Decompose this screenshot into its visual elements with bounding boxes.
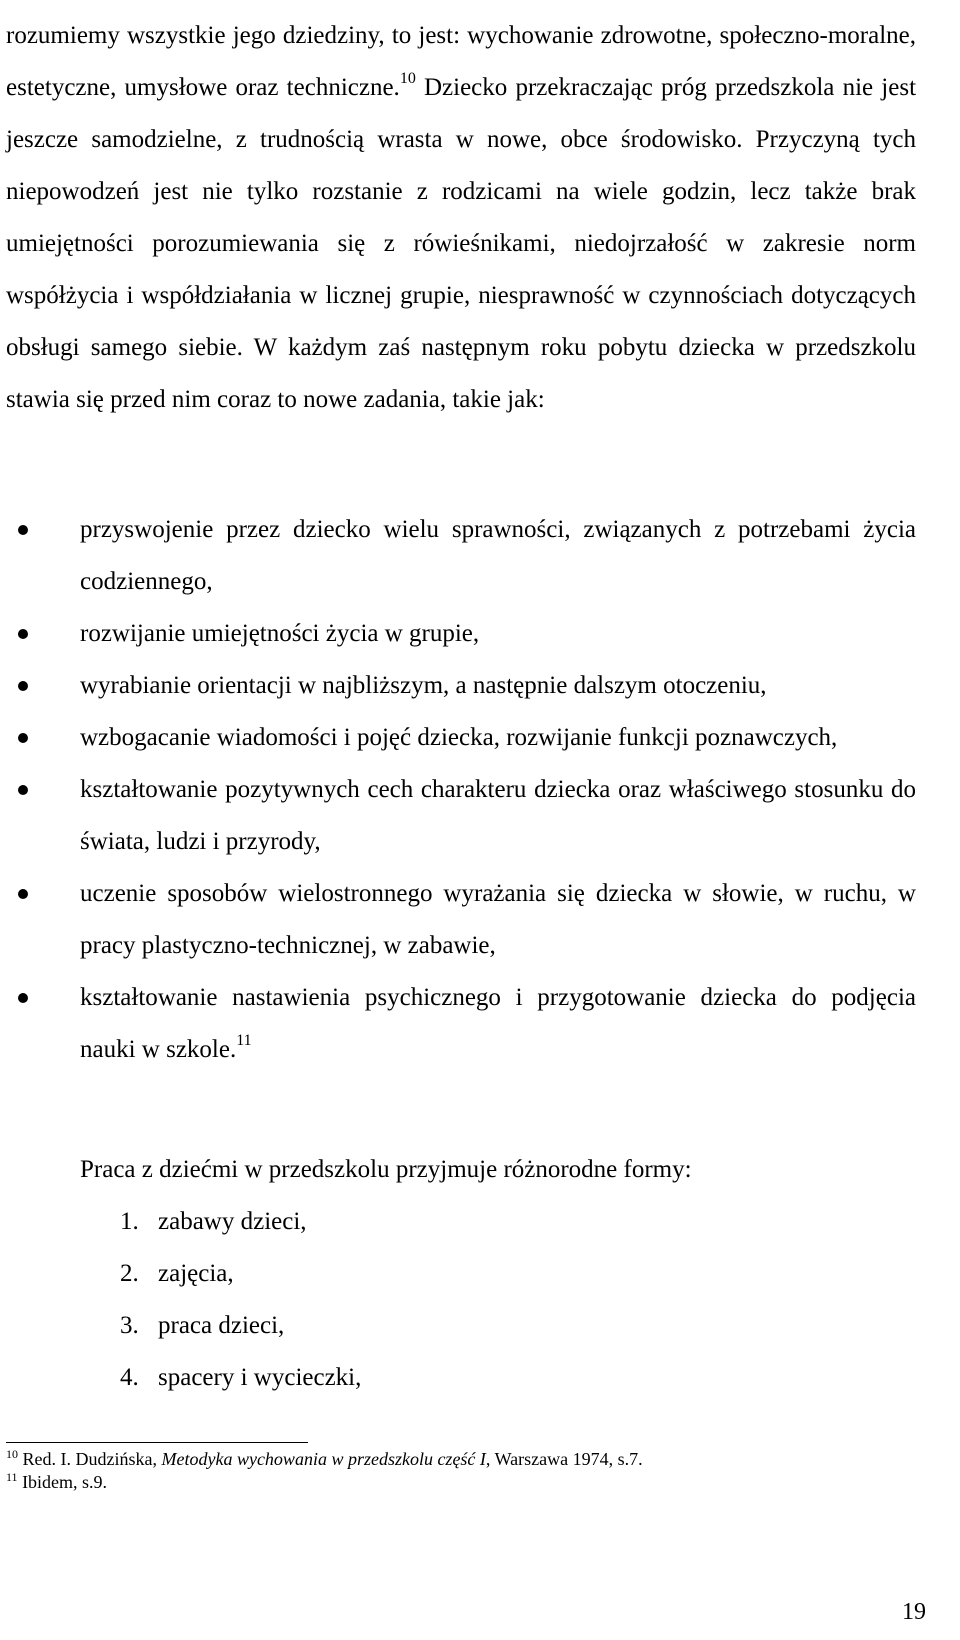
list-item: 3. praca dzieci, — [120, 1312, 285, 1339]
list-item: uczenie sposobów wielostronnego wyrażania się dziecka w słowie, w ruchu, w pracy plastyczno-technicznej, w zabawie, — [6, 868, 916, 972]
page-number: 19 — [902, 1599, 926, 1625]
bullet-icon — [18, 525, 28, 535]
list-item: 2. zajęcia, — [120, 1260, 234, 1287]
list-item: rozwijanie umiejętności życia w grupie, — [6, 608, 916, 660]
forms-list — [120, 1196, 361, 1404]
bullet-icon — [18, 733, 28, 743]
body-paragraph — [6, 10, 916, 426]
cited-title: Metodyka wychowania w przedszkolu część I — [161, 1449, 486, 1469]
list-item: przyswojenie przez dziecko wielu sprawności, związanych z potrzebami życia codziennego, — [6, 504, 916, 608]
footnote-11: $^{11}$ Ibidem, s.9. — [6, 1470, 108, 1492]
list-item: kształtowanie nastawienia psychicznego i przygotowanie dziecka do podjęcia nauki w szkole.$^{11}$ — [6, 972, 916, 1076]
forms-intro: Praca z dziećmi w przedszkolu przyjmuje różnorodne formy: — [80, 1156, 692, 1183]
footnote-10: $^{10}$ Red. I. Dudzińska, Metodyka wychowania w przedszkolu część I, Warszawa 1974, s.7. — [6, 1447, 643, 1469]
footnote-ref-10[interactable]: 10 — [399, 70, 416, 87]
bullet-icon — [18, 681, 28, 691]
paragraph-text-start: rozumiemy wszystkie jego dziedziny, to jest: wychowanie zdrowotne, społeczno-moralne, estetyczne, umysłowe oraz techniczne. — [6, 22, 916, 101]
tasks-list — [6, 504, 916, 1076]
bullet-icon — [18, 629, 28, 639]
paragraph-text-rest: Dziecko przekraczając próg przedszkola nie jest jeszcze samodzielne, z trudnością wrasta w nowe, obce środowisko. Przyczyną tych niepowodzeń jest nie tylko rozstanie z rodzicami na wiele godzin, lecz także brak umiejętności porozumiewania się z rówieśnikami, niedojrzałość w zakresie norm współżycia i współdziałania w licznej grupie, niesprawność w czynnościach dotyczących obsługi samego siebie. W każdym zaś następnym roku pobytu dziecka w przedszkolu stawia się przed nim coraz to nowe zadania, takie jak: — [6, 74, 917, 413]
bullet-icon — [18, 993, 28, 1003]
list-item: 4. spacery i wycieczki, — [120, 1364, 362, 1391]
list-item: 1. zabawy dzieci, — [120, 1208, 307, 1235]
footnote-divider — [6, 1442, 308, 1443]
list-item: kształtowanie pozytywnych cech charakteru dziecka oraz właściwego stosunku do świata, ludzi i przyrody, — [6, 764, 916, 868]
list-item: wzbogacanie wiadomości i pojęć dziecka, rozwijanie funkcji poznawczych, — [6, 712, 916, 764]
footnote-ref-11[interactable]: 11 — [236, 1032, 252, 1049]
bullet-icon — [18, 785, 28, 795]
bullet-icon — [18, 889, 28, 899]
list-item: wyrabianie orientacji w najbliższym, a następnie dalszym otoczeniu, — [6, 660, 916, 712]
